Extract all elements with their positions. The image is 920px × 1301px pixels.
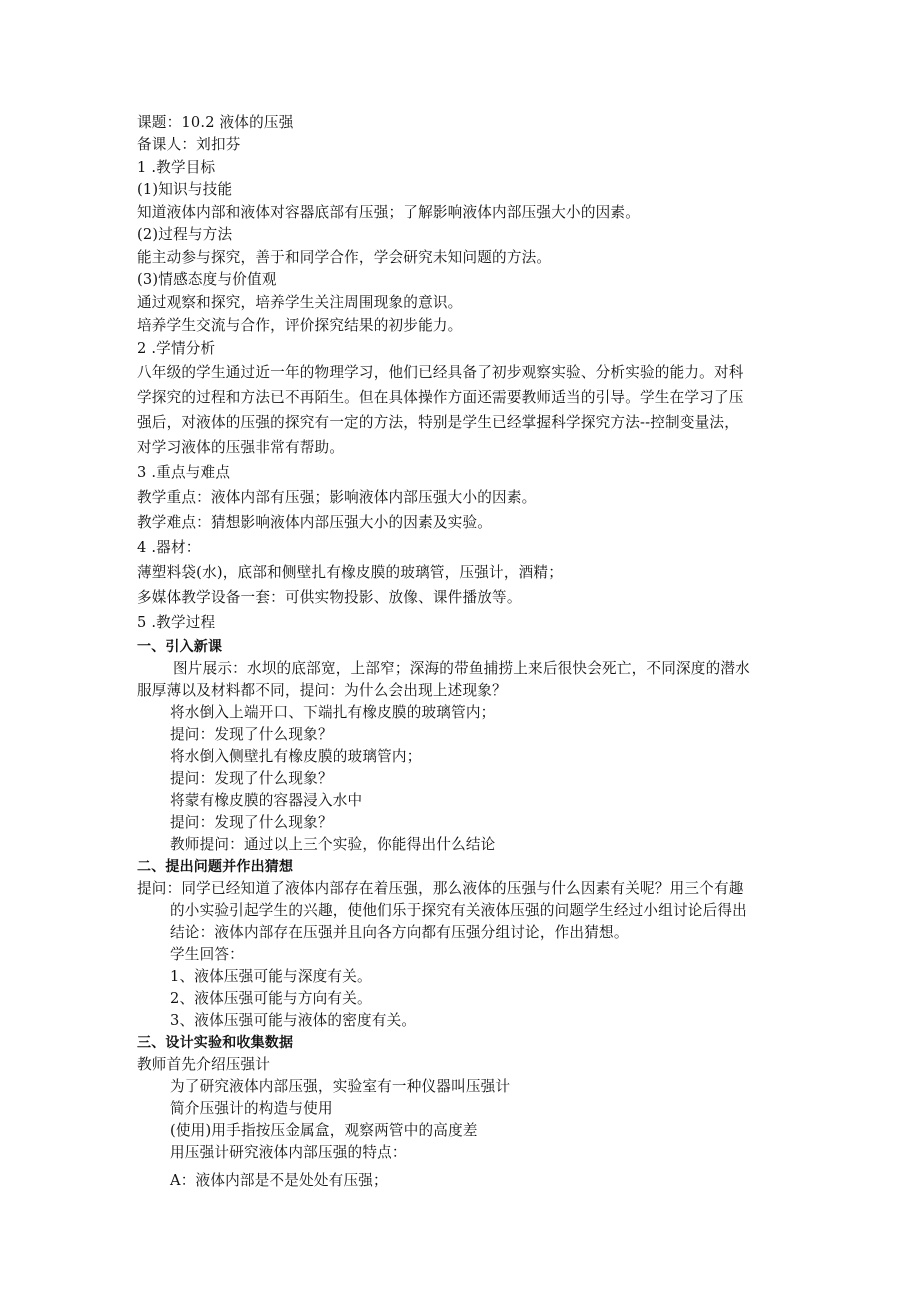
text-line: (使用)用手指按压金属盒，观察两管中的高度差 [170, 1122, 478, 1139]
list-item: 3、液体压强可能与液体的密度有关。 [170, 1012, 417, 1029]
text-line: 提问：发现了什么现象？ [170, 770, 333, 787]
text-line: 知道液体内部和液体对容器底部有压强；了解影响液体内部压强大小的因素。 [137, 204, 640, 221]
list-item: 2、液体压强可能与方向有关。 [170, 990, 372, 1007]
paragraph-line: 八年级的学生通过近一年的物理学习，他们已经具备了初步观察实验、分析实验的能力。对科 [137, 364, 744, 381]
subheading: (1)知识与技能 [137, 181, 233, 198]
text-line: 教师首先介绍压强计 [137, 1056, 271, 1073]
paragraph-line: 强后，对液体的压强的探究有一定的方法，特别是学生已经掌握科学探究方法--控制变量法， [137, 414, 740, 431]
text-line: A：液体内部是不是处处有压强； [170, 1172, 388, 1189]
text-line: 用压强计研究液体内部压强的特点： [170, 1144, 407, 1161]
section-heading: 2 .学情分析 [137, 340, 216, 357]
paragraph-line: 结论：液体内部存在压强并且向各方向都有压强分组讨论，作出猜想。 [170, 924, 629, 941]
part-heading: 一、引入新课 [137, 639, 223, 655]
text-line: 教学重点：液体内部有压强；影响液体内部压强大小的因素。 [137, 489, 537, 506]
text-line: 通过观察和探究，培养学生关注周围现象的意识。 [137, 294, 463, 311]
text-line: 教师提问：通过以上三个实验，你能得出什么结论 [170, 836, 496, 853]
paragraph-line: 的小实验引起学生的兴趣，使他们乐于探究有关液体压强的问题学生经过小组讨论后得出 [170, 902, 747, 919]
text-line: 将水倒入侧壁扎有橡皮膜的玻璃管内； [170, 748, 422, 765]
paragraph-line: 对学习液体的压强非常有帮助。 [137, 439, 345, 456]
text-line: 将蒙有橡皮膜的容器浸入水中 [170, 792, 363, 809]
text-line: 能主动参与探究，善于和同学合作，学会研究未知问题的方法。 [137, 249, 552, 266]
text-line: 提问：发现了什么现象？ [170, 814, 333, 831]
section-heading: 4 .器材： [137, 539, 201, 556]
list-item: 1、液体压强可能与深度有关。 [170, 968, 372, 985]
paragraph-line: 服厚薄以及材料都不同，提问：为什么会出现上述现象？ [137, 682, 507, 699]
paragraph-line: 图片展示：水坝的底部宽，上部窄；深海的带鱼捕捞上来后很快会死亡，不同深度的潜水 [173, 660, 750, 677]
lesson-author: 备课人：刘扣芬 [137, 136, 241, 153]
text-line: 培养学生交流与合作，评价探究结果的初步能力。 [137, 317, 463, 334]
text-line: 为了研究液体内部压强，实验室有一种仪器叫压强计 [170, 1078, 511, 1095]
section-heading: 3 .重点与难点 [137, 464, 231, 481]
text-line: 将水倒入上端开口、下端扎有橡皮膜的玻璃管内； [170, 704, 496, 721]
part-heading: 二、提出问题并作出猜想 [137, 859, 294, 875]
paragraph-line: 提问：同学已经知道了液体内部存在着压强，那么液体的压强与什么因素有关呢？用三个有趣 [137, 880, 744, 897]
text-line: 学生回答： [170, 946, 244, 963]
subheading: (3)情感态度与价值观 [137, 271, 277, 288]
subheading: (2)过程与方法 [137, 226, 233, 243]
text-line: 薄塑料袋(水)，底部和侧壁扎有橡皮膜的玻璃管，压强计，酒精； [137, 564, 564, 581]
text-line: 简介压强计的构造与使用 [170, 1100, 333, 1117]
paragraph-line: 学探究的过程和方法已不再陌生。但在具体操作方面还需要教师适当的引导。学生在学习了压 [137, 389, 744, 406]
part-heading: 三、设计实验和收集数据 [137, 1035, 294, 1051]
section-heading: 5 .教学过程 [137, 614, 216, 631]
lesson-title: 课题：10.2 液体的压强 [137, 114, 294, 131]
text-line: 教学难点：猜想影响液体内部压强大小的因素及实验。 [137, 514, 493, 531]
section-heading: 1 .教学目标 [137, 159, 216, 176]
text-line: 多媒体教学设备一套：可供实物投影、放像、课件播放等。 [137, 589, 522, 606]
text-line: 提问：发现了什么现象？ [170, 726, 333, 743]
